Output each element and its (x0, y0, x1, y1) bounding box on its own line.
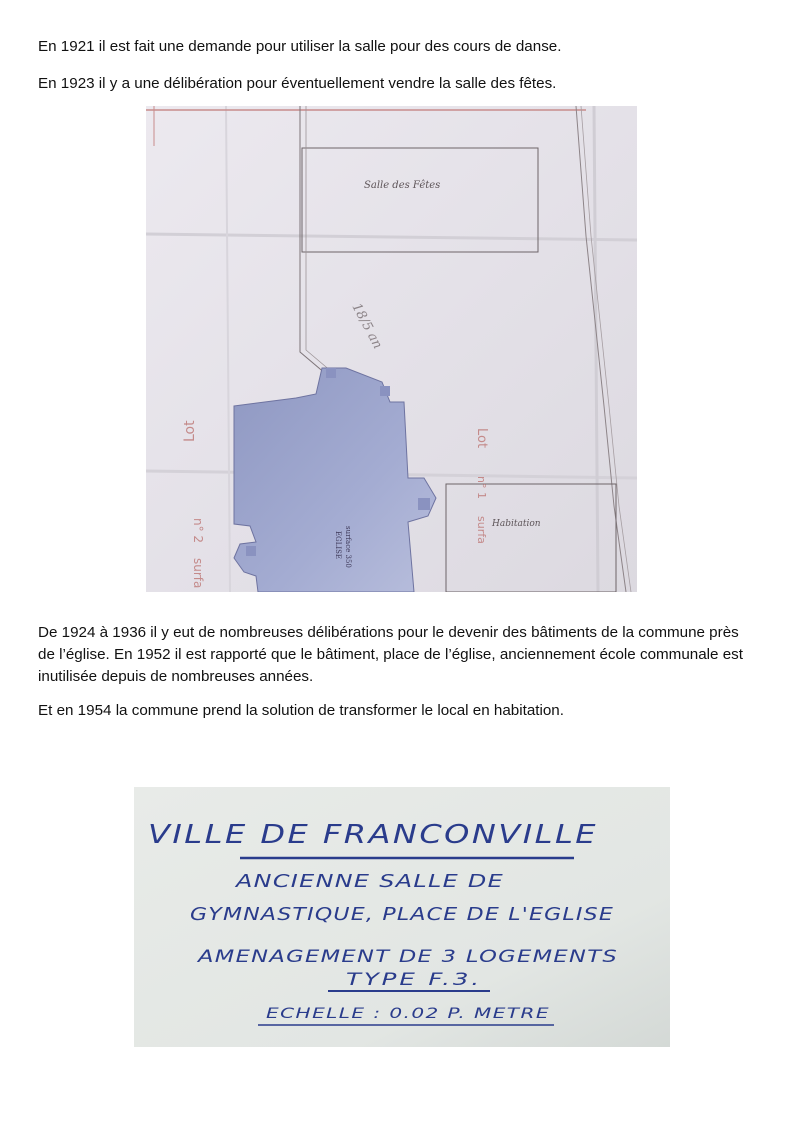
cartouche-line-gymnastique: GYMNASTIQUE, PLACE DE L'EGLISE (190, 904, 614, 925)
eglise-label: EGLISE (334, 531, 342, 560)
buttress (418, 498, 430, 510)
cartouche-line-amenagement: AMENAGEMENT DE 3 LOGEMENTS (196, 947, 618, 967)
lot-right-label: Lot (474, 428, 489, 449)
lot-left-number: n° 2 (191, 518, 205, 544)
cartouche-line-ancienne-salle: ANCIENNE SALLE DE (234, 871, 504, 892)
buttress (380, 386, 390, 396)
lot-right-surface: surfa (475, 516, 488, 544)
buttress (246, 546, 256, 556)
lot-left-label: Lot (182, 420, 198, 442)
paragraph-1923: En 1923 il y a une délibération pour éventuellement vendre la salle des fêtes. (38, 75, 557, 92)
site-plan-photo (146, 106, 637, 592)
title-cartouche-photo (134, 787, 670, 1047)
lot-left-surface: surfa (191, 558, 205, 589)
buttress (326, 368, 336, 378)
eglise-surface-label: surface 350 (344, 526, 352, 568)
cartouche-line-type: TYPE F.3. (346, 970, 482, 990)
cartouche-line-echelle: ECHELLE : 0.02 P. METRE (266, 1006, 550, 1022)
pencil-annotation: 18/5 an (348, 300, 385, 352)
paragraph-1921: En 1921 il est fait une demande pour utiliser la salle pour des cours de danse. (38, 38, 562, 55)
habitation-label: Habitation (492, 519, 541, 529)
salle-des-fetes-label: Salle des Fêtes (364, 180, 441, 191)
cartouche-line-ville: VILLE DE FRANCONVILLE (148, 820, 598, 850)
paragraph-1954: Et en 1954 la commune prend la solution de transformer le local en habitation. (38, 702, 564, 719)
paragraph-1924-1936: De 1924 à 1936 il y eut de nombreuses délibérations pour le devenir des bâtiments de la commune près de l’église. En 1952 il est rapporté que le bâtiment, place de l’église, anciennement école communale est inutilisée depuis de nombreuses années. (38, 624, 743, 685)
lot-right-number: n° 1 (475, 476, 488, 499)
